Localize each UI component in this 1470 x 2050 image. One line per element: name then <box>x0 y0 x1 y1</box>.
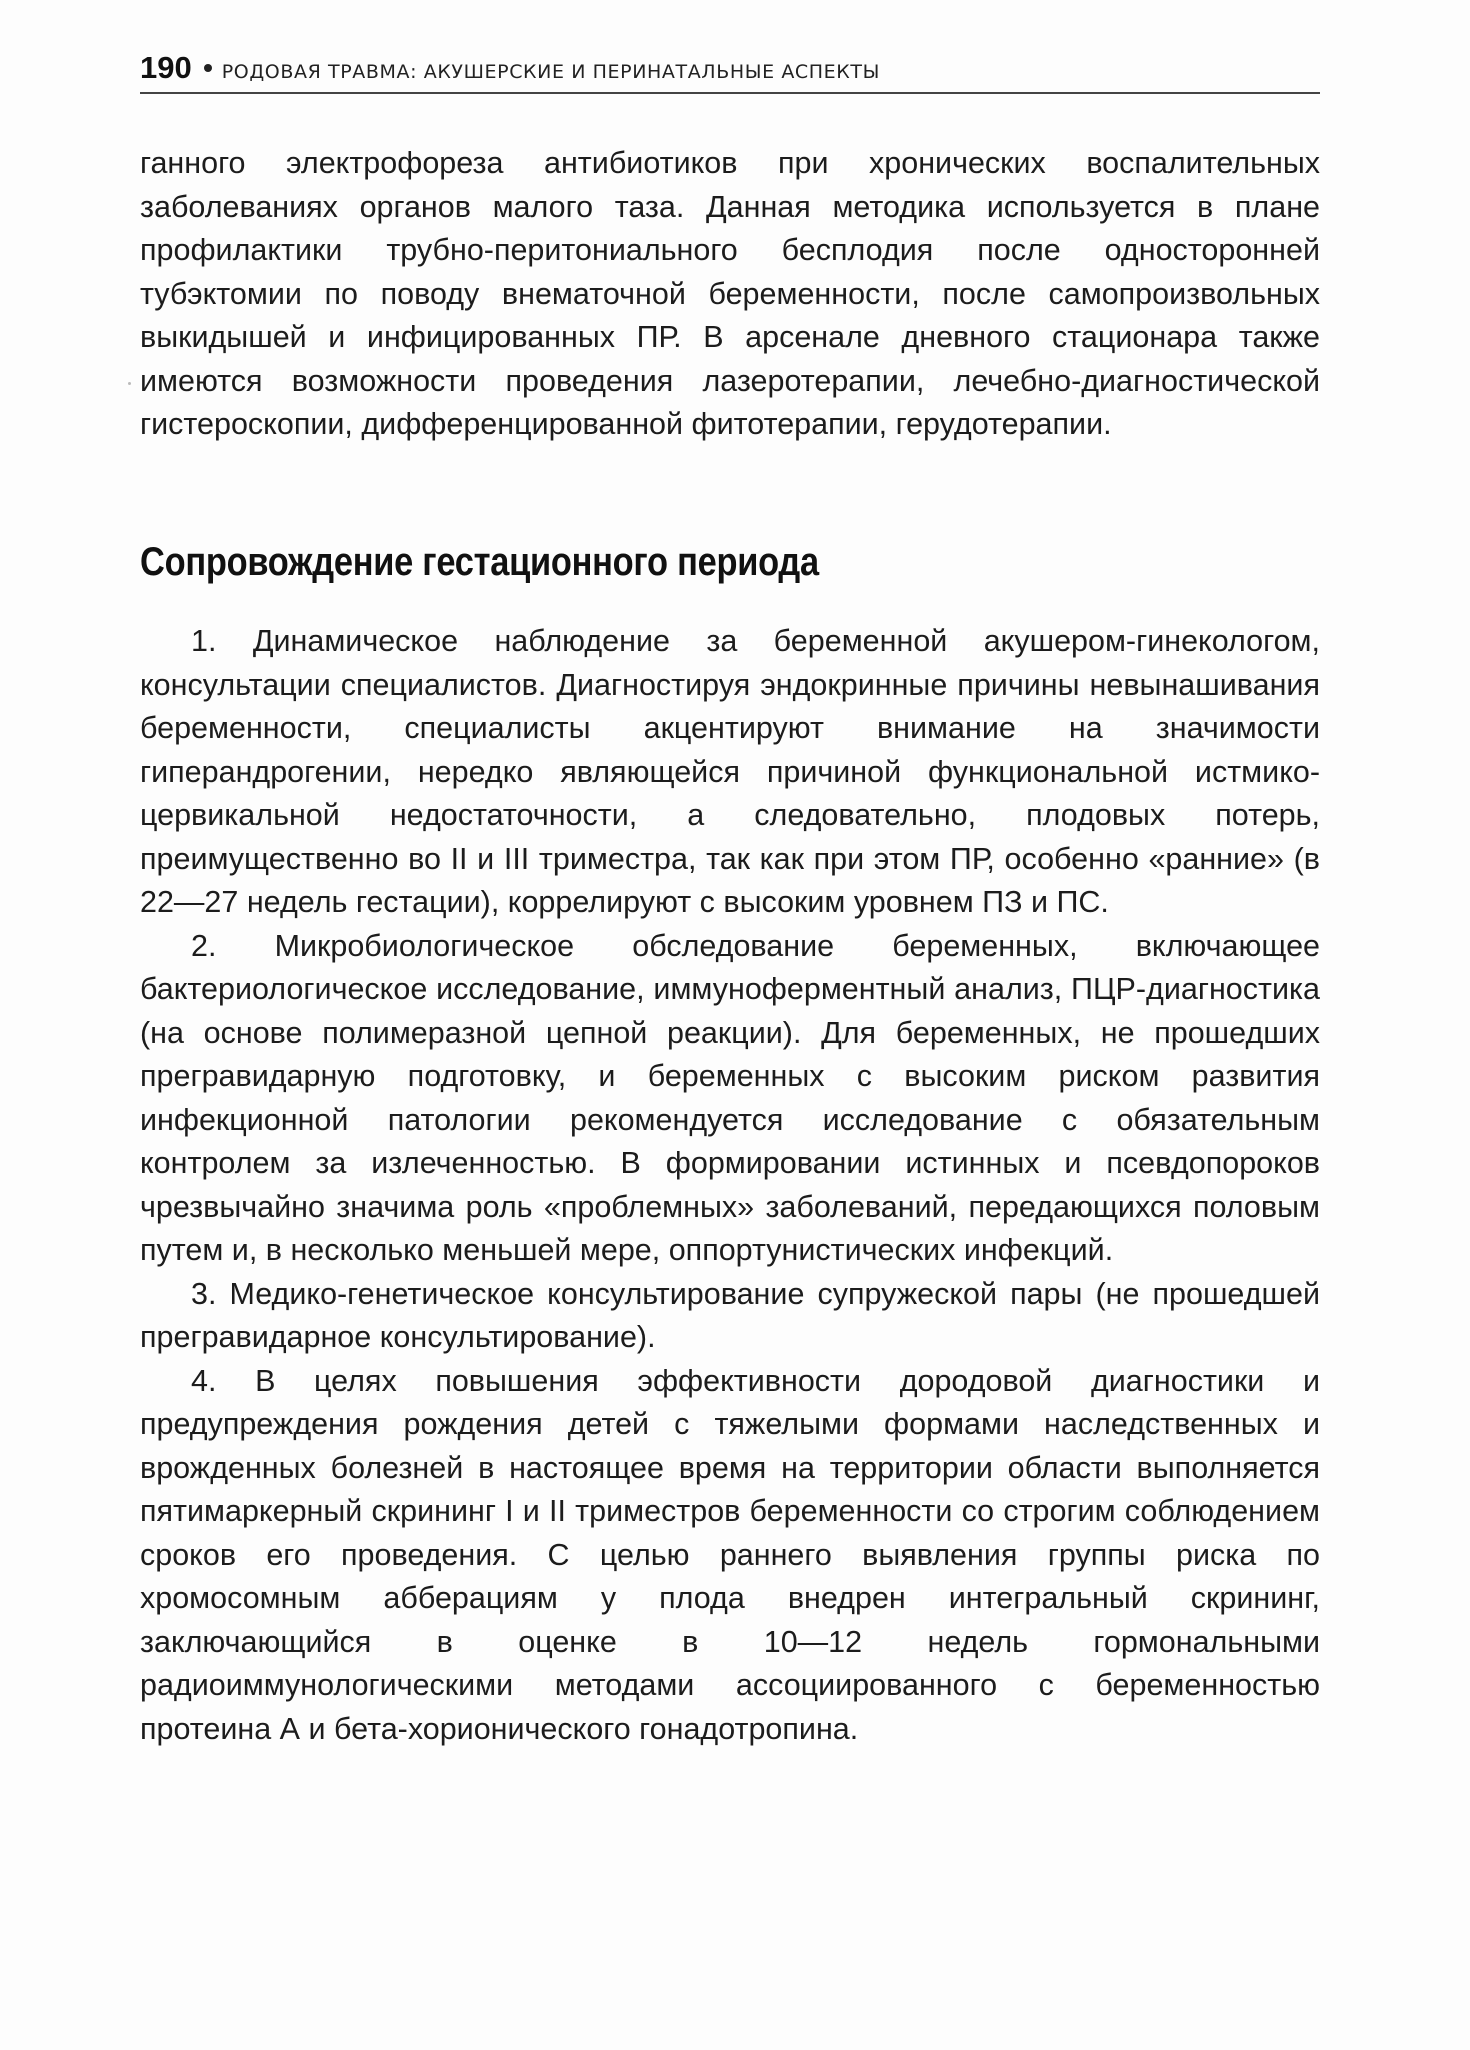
page-number: 190 <box>140 50 192 85</box>
numbered-list <box>140 620 1320 1751</box>
intro-paragraph-block <box>140 142 1320 447</box>
running-head-title: РОДОВАЯ ТРАВМА: АКУШЕРСКИЕ И ПЕРИНАТАЛЬНЫЕ АСПЕКТЫ <box>221 61 880 83</box>
list-item: 4. В целях повышения эффективности дородовой диагностики и предупреждения рождения детей с тяжелыми формами наследственных и врожденных болезней в настоящее время на территории области выполняется пятимаркерный скрининг I и II триместров беременности со строгим соблюдением сроков его проведения. С целью раннего выявления группы риска по хромосомным абберациям у плода внедрен интегральный скрининг, заключающийся в оценке в 10—12 недель гормональными радиоиммунологическими методами ассоциированного с беременностью протеина А и бета-хорионического гонадотропина. <box>140 1363 1320 1746</box>
list-item: 3. Медико-генетическое консультирование супружеской пары (не прошедшей прегравидарное консультирование). <box>140 1276 1320 1354</box>
scan-dot <box>128 382 131 385</box>
bullet-separator <box>204 64 212 72</box>
intro-paragraph: ганного электрофореза антибиотиков при хронических воспалительных заболеваниях органов малого таза. Данная методика используется в плане профилактики трубно-перитониального бесплодия после односторонней тубэктомии по поводу внематочной беременности, после самопроизвольных выкидышей и инфицированных ПР. В арсенале дневного стационара также имеются возможности проведения лазеротерапии, лечебно-диагностической гистероскопии, дифференцированной фитотерапии, герудотерапии. <box>140 146 1320 441</box>
header-rule <box>140 92 1320 94</box>
list-item: 2. Микробиологическое обследование беременных, включающее бактериологическое исследование, иммуноферментный анализ, ПЦР-диагностика (на основе полимеразной цепной реакции). Для беременных, не прошедших прегравидарную подготовку, и беременных с высоким риском развития инфекционной патологии рекомендуется исследование с обязательным контролем за излеченностью. В формировании истинных и псевдопороков чрезвычайно значима роль «проблемных» заболеваний, передающихся половым путем и, в несколько меньшей мере, оппортунистических инфекций. <box>140 928 1320 1267</box>
list-item: 1. Динамическое наблюдение за беременной акушером-гинекологом, консультации специалистов. Диагностируя эндокринные причины невынашивания беременности, специалисты акцентируют внимание на значимости гиперандрогении, нередко являющейся причиной функциональной истмико-цервикальной недостаточности, а следовательно, плодовых потерь, преимущественно во II и III триместра, так как при этом ПР, особенно «ранние» (в 22—27 недель гестации), коррелируют с высоким уровнем ПЗ и ПС. <box>140 624 1320 919</box>
running-head <box>140 50 1320 90</box>
section-heading: Сопровождение гестационного периода <box>140 540 819 584</box>
